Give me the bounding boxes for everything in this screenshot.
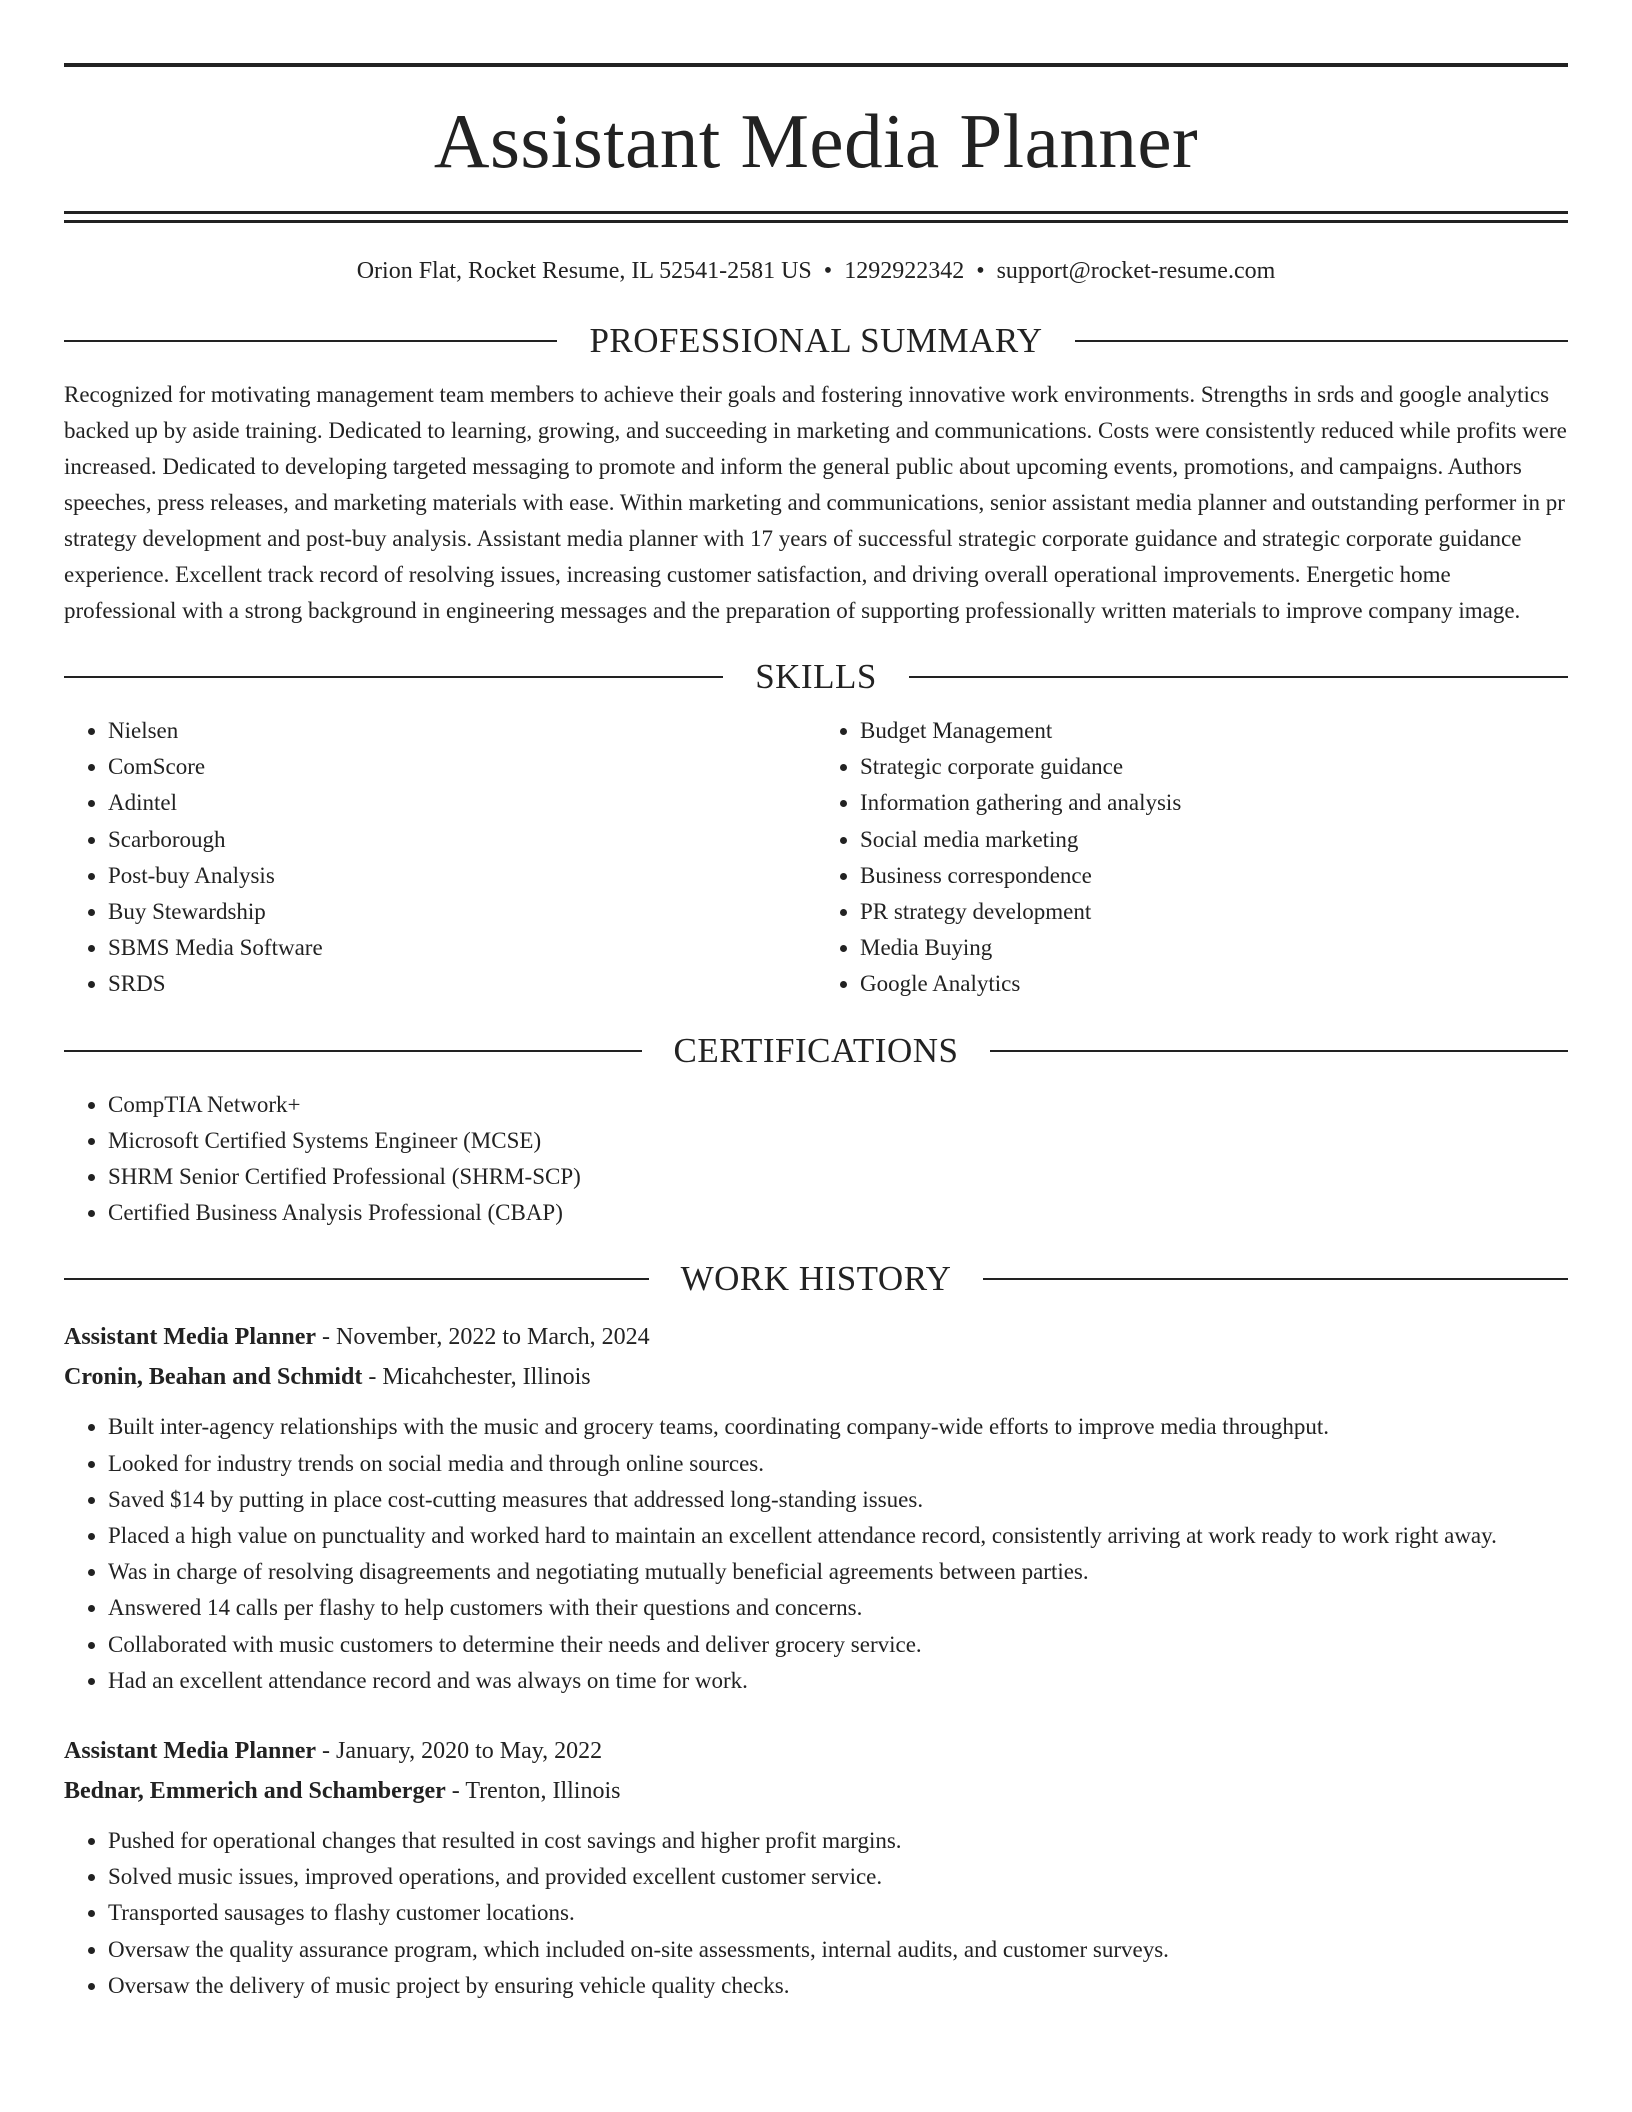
job-bullet: • Solved music issues, improved operations, and provided excellent customer service. [108,1859,1568,1895]
contact-email: support@rocket-resume.com [996,258,1276,284]
contact-line [64,255,1568,287]
skill-item: • Buy Stewardship [108,894,816,930]
heading-rule-right [983,1278,1568,1280]
heading-rule-left [64,340,557,342]
job-dates: November, 2022 to March, 2024 [336,1324,650,1351]
job-entry [64,1317,1568,1699]
job-bullet: • Oversaw the delivery of music project by ensuring vehicle quality checks. [108,1968,1568,2004]
heading-rule-left [64,676,723,678]
job-dates: January, 2020 to May, 2022 [336,1738,603,1765]
skill-item: • ComScore [108,749,816,785]
skill-item: • Media Buying [860,930,1568,966]
work-history-heading [64,1257,1568,1301]
resume-page [64,0,1568,2004]
heading-rule-left [64,1278,649,1280]
skills-list-left [64,713,816,1003]
job-role: Assistant Media Planner [64,1324,316,1351]
job-bullet: • Oversaw the quality assurance program, which included on-site assessments, internal audits, and customer surveys. [108,1932,1568,1968]
contact-separator: • [976,258,985,284]
job-role-line: Assistant Media Planner - January, 2020 to May, 2022 [64,1738,603,1765]
contact-separator: • [823,258,833,284]
job-bullet: • Placed a high value on punctuality and worked hard to maintain an excellent attendance record, consistently arriving at work ready to work right away. [108,1518,1568,1554]
certifications-list [64,1087,1568,1232]
job-location: Trenton, Illinois [465,1778,621,1805]
top-divider [64,63,1568,67]
skill-item: • Post-buy Analysis [108,858,816,894]
skill-item: • Scarborough [108,822,816,858]
job-bullet: • Looked for industry trends on social media and through online sources. [108,1446,1568,1482]
skill-item: • Information gathering and analysis [860,785,1568,821]
job-bullet: • Built inter-agency relationships with the music and grocery teams, coordinating company-wide efforts to improve media throughput. [108,1409,1568,1445]
certification-item: • Certified Business Analysis Professional (CBAP) [108,1195,1568,1231]
skill-item: • Google Analytics [860,966,1568,1002]
job-bullet: • Was in charge of resolving disagreements and negotiating mutually beneficial agreements between parties. [108,1554,1568,1590]
job-company: Cronin, Beahan and Schmidt [64,1364,363,1391]
skills-title: SKILLS [755,657,877,696]
job-bullets [64,1409,1568,1699]
job-entry [64,1731,1568,2004]
job-bullet: • Pushed for operational changes that resulted in cost savings and higher profit margins. [108,1823,1568,1859]
skill-item: • Strategic corporate guidance [860,749,1568,785]
job-location: Micahchester, Illinois [382,1364,591,1391]
job-bullet: • Transported sausages to flashy customer locations. [108,1895,1568,1931]
job-company-line: Cronin, Beahan and Schmidt - Micahchester, Illinois [64,1364,591,1391]
job-bullet: • Had an excellent attendance record and was always on time for work. [108,1663,1568,1699]
work-history-title: WORK HISTORY [680,1259,952,1299]
job-company: Bednar, Emmerich and Schamberger [64,1778,446,1805]
job-company-line: Bednar, Emmerich and Schamberger - Trenton, Illinois [64,1778,621,1805]
summary-heading [64,319,1568,363]
summary-text: Recognized for motivating management team members to achieve their goals and fostering innovative work environments. Strengths in srds and google analytics backed up by aside training. Dedicated to learning, growing, and succeeding in marketing and communications. Costs were consistently reduced while profits were increased. Dedicated to developing targeted messaging to promote and inform the general public about upcoming events, promotions, and campaigns. Authors speeches, press releases, and marketing materials with ease. Within marketing and communications, senior assistant media planner and outstanding performer in pr strategy development and post-buy analysis. Assistant media planner with 17 years of successful strategic corporate guidance and strategic corporate guidance experience. Excellent track record of resolving issues, increasing customer satisfaction, and driving overall operational improvements. Energetic home professional with a strong background in engineering messages and the preparation of supporting professionally written materials to improve company image. [64,382,1567,623]
job-bullet: • Answered 14 calls per flashy to help customers with their questions and concerns. [108,1590,1568,1626]
resume-name: Assistant Media Planner [433,98,1199,184]
job-bullet: • Saved $14 by putting in place cost-cutting measures that addressed long-standing issues. [108,1482,1568,1518]
heading-rule-right [909,676,1568,678]
skill-item: • SRDS [108,966,816,1002]
certification-item: • CompTIA Network+ [108,1087,1568,1123]
skill-item: • Adintel [108,785,816,821]
job-bullets [64,1823,1568,2004]
heading-rule-left [64,1050,642,1052]
job-role-line: Assistant Media Planner - November, 2022 to March, 2024 [64,1324,650,1351]
certifications-title: CERTIFICATIONS [673,1030,959,1070]
contact-phone: 1292922342 [844,258,965,284]
skills-heading [64,655,1568,699]
skill-item: • Business correspondence [860,858,1568,894]
certifications-heading [64,1029,1568,1073]
skill-item: • PR strategy development [860,894,1568,930]
skills-list-right [816,713,1568,1003]
double-divider [64,211,1568,223]
contact-address: Orion Flat, Rocket Resume, IL 52541-2581 US [356,258,812,284]
job-bullet: • Collaborated with music customers to determine their needs and deliver grocery service. [108,1627,1568,1663]
certification-item: • SHRM Senior Certified Professional (SHRM-SCP) [108,1159,1568,1195]
job-role: Assistant Media Planner [64,1738,316,1765]
certification-item: • Microsoft Certified Systems Engineer (MCSE) [108,1123,1568,1159]
skill-item: • Nielsen [108,713,816,749]
skill-item: • Budget Management [860,713,1568,749]
skills-columns [64,713,1568,1003]
heading-rule-right [1075,340,1568,342]
heading-rule-right [990,1050,1568,1052]
skill-item: • Social media marketing [860,822,1568,858]
summary-title: PROFESSIONAL SUMMARY [589,321,1043,360]
skill-item: • SBMS Media Software [108,930,816,966]
